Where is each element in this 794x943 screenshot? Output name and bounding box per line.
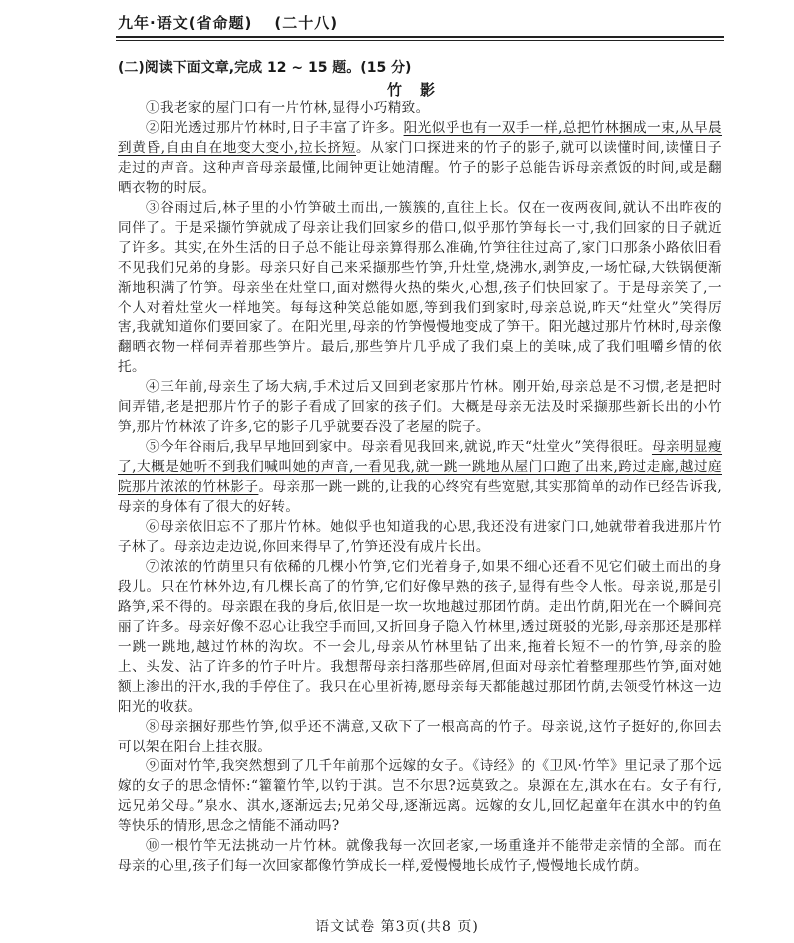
article-paragraph xyxy=(118,438,722,518)
page-footer: 语文试卷 第3页(共8 页) xyxy=(315,919,479,935)
paragraph-text: ②阳光透过那片竹林时,日子丰富了许多。 xyxy=(146,119,404,136)
underlined-sentence: 母亲明显瘦了,大概是她听不到我们喊叫她的声音,一看见我,就一跳一跳地从屋门口跑了出来,跨过走廊,越过庭院那片浓浓的竹林影子 xyxy=(118,439,723,496)
article-paragraph xyxy=(118,718,722,758)
article-paragraph xyxy=(118,757,722,837)
article-paragraph xyxy=(118,558,722,718)
paragraph-text: ⑥母亲依旧忘不了那片竹林。她似乎也知道我的心思,我还没有进家门口,她就带着我进那片竹子林了。母亲边走边说,你回来得早了,竹笋还没有成片长出。 xyxy=(118,519,722,555)
article-body xyxy=(118,99,722,877)
paragraph-text: ⑩一根竹竿无法挑动一片竹林。就像我每一次回老家,一场重逢并不能带走亲情的全部。而在母亲的心里,孩子们每一次回家都像竹笋成长一样,爱慢慢地长成竹子,慢慢地长成竹荫。 xyxy=(118,838,722,875)
article-paragraph xyxy=(118,119,722,199)
header-rule-thin xyxy=(116,40,724,41)
section-heading: (二)阅读下面文章,完成 12 ~ 15 题。(15 分) xyxy=(118,60,412,76)
paragraph-text: ⑦浓浓的竹荫里只有依稀的几棵小竹笋,它们光着身子,如果不细心还看不见它们破土而出的身段儿。只在竹林外边,有几棵长高了的竹笋,它们好像早熟的孩子,显得有些令人怅。母亲说,那是引路笋,采不得的。母亲跟在我的身后,依旧是一坎一坎地越过那团竹荫。走出竹荫,阳光在一个瞬间亮丽了许多。母亲好像不忍心让我空手而回,又折回身子隐入竹林里,透过斑驳的光影,母亲那还是那样一跳一跳地,越过竹林的沟坎。不一会儿,母亲从竹林里钻了出来,拖着长短不一的竹笋,母亲的脸上、头发、沾了许多的竹子叶片。我想帮母亲扫落那些碎屑,但面对母亲忙着整理那些竹笋,面对她额上渗出的汗水,我的手停住了。我只在心里祈祷,愿母亲每天都能越过那团竹荫,去领受竹林这一边阳光的收获。 xyxy=(118,558,722,715)
underlined-sentence: 阳光似乎也有一双手一样,总把竹林捆成一束,从早晨到黄昏,自由自在地变大变小,拉长挤短 xyxy=(118,119,722,156)
paragraph-text: ①我老家的屋门口有一片竹林,显得小巧精致。 xyxy=(146,100,430,116)
paragraph-text: ⑧母亲捆好那些竹笋,似乎还不满意,又砍下了一根高高的竹子。母亲说,这竹子挺好的,你回去可以架在阳台上挂衣服。 xyxy=(118,718,722,755)
paragraph-text: 。母亲那一跳一跳的,让我的心终究有些宽慰,其实那简单的动作已经告诉我,母亲的身体有了很大的好转。 xyxy=(118,479,723,516)
article-paragraph xyxy=(118,199,722,379)
header-rule xyxy=(116,36,724,38)
header-left: 九年·语文(省命题) xyxy=(118,14,253,32)
paragraph-text: ③谷雨过后,林子里的小竹笋破土而出,一簇簇的,直往上长。仅在一夜两夜间,就认不出昨夜的同伴了。于是采撷竹笋就成了母亲让我们回家乡的借口,似乎那竹笋每长一寸,我们回家的日子就近了许多。其实,在外生活的日子总不能让母亲算得那么准确,竹笋往往过高了,家门口那条小路依旧看不见我们兄弟的身影。母亲只好自己来采撷那些竹笋,升灶堂,烧沸水,剥笋皮,一场忙碌,大铁锅便渐渐地积满了竹笋。母亲坐在灶堂口,面对燃得火热的柴火,心想,孩子们快回家了。于是母亲笑了,一个人对着灶堂火一样地笑。每每这种笑总能如愿,等到我们到家时,母亲总说,昨天“灶堂火”笑得厉害,我就知道你们要回家了。在阳光里,母亲的竹笋慢慢地变成了笋干。阳光越过那片竹林时,母亲像翻晒衣物一样伺弄着那些笋片。最后,那些笋片几乎成了我们桌上的美味,成了我们咀嚼乡情的依托。 xyxy=(118,199,722,376)
header-right: (二十八) xyxy=(274,14,339,32)
article-paragraph xyxy=(118,837,722,877)
paragraph-text: 。从家门口探进来的竹子的影子,就可以读懂时间,读懂日子走过的声音。这种声音母亲最懂,比闹钟更让她清醒。竹子的影子总能告诉母亲煮饭的时间,或是翻晒衣物的时辰。 xyxy=(118,139,722,196)
article-paragraph xyxy=(118,99,722,119)
page-header xyxy=(118,12,722,33)
paragraph-text: ⑨面对竹竿,我突然想到了几千年前那个远嫁的女子。《诗经》的《卫风·竹竿》里记录了那个远嫁的女子的思念情怀:“籊籊竹竿,以钓于淇。岂不尔思?远莫致之。泉源在左,淇水在右。女子有行,远兄弟父母。”泉水、淇水,逐渐远去;兄弟父母,逐渐远离。远嫁的女儿,回忆起童年在淇水中的钓鱼等快乐的情形,思念之情能不涌动吗? xyxy=(118,758,722,835)
paragraph-text: ⑤今年谷雨后,我早早地回到家中。母亲看见我回来,就说,昨天“灶堂火”笑得很旺。 xyxy=(146,439,652,456)
article-paragraph xyxy=(118,378,722,438)
article-paragraph xyxy=(118,518,722,558)
article-title: 竹影 xyxy=(386,81,453,99)
paragraph-text: ④三年前,母亲生了场大病,手术过后又回到老家那片竹林。刚开始,母亲总是不习惯,老是把时间弄错,老是把那片竹子的影子看成了回家的孩子们。大概是母亲无法及时采撷那些新长出的小竹笋,那片竹林浓了许多,它的影子几乎就要吞没了老屋的院子。 xyxy=(118,379,722,436)
